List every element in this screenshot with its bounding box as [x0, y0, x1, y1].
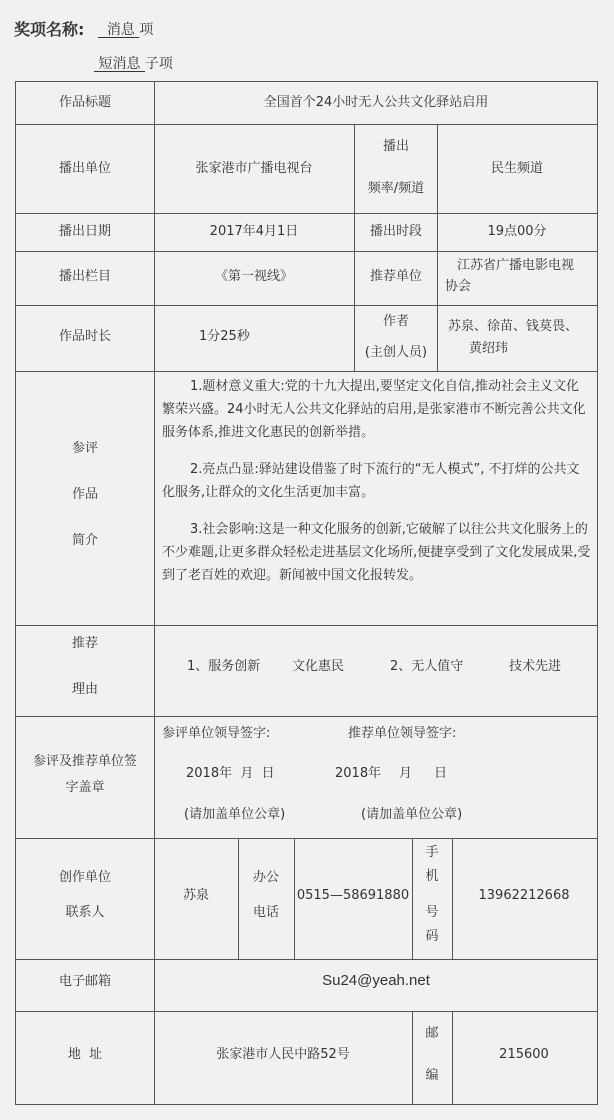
author-label-line1: 作者: [382, 314, 410, 329]
time-slot-label: 播出时段: [369, 224, 423, 239]
recommender-value-line2: 协会: [445, 279, 472, 294]
author-value-line2: 黄绍玮: [469, 341, 509, 356]
contact-label-line2: 联系人: [65, 905, 105, 920]
signature-label-line1: 参评及推荐单位签: [32, 754, 138, 769]
mobile-label-char-1: 手: [425, 845, 439, 860]
broadcaster-label: 播出单位: [58, 161, 112, 176]
evaluator-signature-date: 2018年 月 日: [186, 766, 275, 781]
mobile-label-char-4: 码: [425, 929, 439, 944]
office-phone-value: 0515—58691880: [296, 888, 410, 903]
award-suffix: 项: [139, 22, 154, 38]
reason-label-line2: 理由: [71, 682, 99, 697]
award-value-line: [98, 19, 153, 39]
recommender-date-month: 月: [399, 766, 413, 781]
address-label: 地 址: [67, 1047, 103, 1062]
author-value-line1: 苏泉、徐苗、钱莫畏、: [448, 319, 579, 334]
duration-value: 1分25秒: [199, 329, 250, 344]
evaluator-signature-title: 参评单位领导签字:: [162, 726, 271, 741]
award-label: 奖项名称:: [14, 20, 85, 39]
reason-item-3: 2、无人值守: [390, 659, 464, 674]
recommender-date-day: 日: [434, 766, 448, 781]
summary-paragraph-1: 1.题材意义重大:党的十九大提出,要坚定文化自信,推动社会主义文化繁荣兴盛。24小时无人公共文化驿站的启用,是张家港市不断完善公共文化服务体系,推进文化惠民的创新举措。: [162, 379, 586, 440]
program-column-value: 《第一视线》: [214, 269, 294, 284]
duration-label: 作品时长: [58, 329, 112, 344]
mobile-label-char-3: 号: [425, 905, 439, 920]
mobile-label-char-2: 机: [425, 869, 439, 884]
office-phone-label-line2: 电话: [252, 905, 280, 920]
recommender-value-line1: 江苏省广播电影电视: [457, 258, 575, 273]
summary-text: [162, 375, 592, 587]
email-value: Su24@yeah.net: [322, 972, 430, 989]
program-column-label: 播出栏目: [58, 269, 112, 284]
summary-paragraph-2: 2.亮点凸显:驿站建设借鉴了时下流行的“无人模式”, 不打烊的公共文化服务,让群众的文化生活更加丰富。: [162, 462, 580, 500]
date-label: 播出日期: [58, 224, 112, 239]
address-value: 张家港市人民中路52号: [216, 1047, 350, 1062]
summary-paragraph-3: 3.社会影响:这是一种文化服务的创新,它破解了以往公共文化服务上的不少难题,让更多群众轻松走进基层文化场所,便捷享受到了文化发展成果,受到了老百姓的欢迎。新闻被中国文化报转发。: [162, 522, 591, 583]
sub-award-line: [94, 53, 173, 73]
recommender-label: 推荐单位: [369, 269, 423, 284]
summary-label-line1: 参评: [71, 441, 99, 456]
reason-item-2: 文化惠民: [292, 659, 345, 674]
signature-label-line2: 字盖章: [65, 780, 105, 795]
postcode-value: 215600: [499, 1047, 549, 1062]
date-value: 2017年4月1日: [209, 224, 299, 239]
contact-name: 苏泉: [182, 888, 210, 903]
frequency-value: 民生频道: [490, 161, 544, 176]
reason-item-4: 技术先进: [509, 659, 562, 674]
frequency-label-line2: 频率/频道: [367, 181, 425, 196]
summary-label-line3: 简介: [71, 533, 99, 548]
sub-award-value: 短消息: [98, 56, 141, 72]
author-label-line2: (主创人员): [364, 345, 428, 360]
time-slot-value: 19点00分: [487, 224, 547, 239]
office-phone-label-line1: 办公: [252, 870, 280, 885]
reason-label-line1: 推荐: [71, 636, 99, 651]
frequency-label-line1: 播出: [382, 139, 410, 154]
email-label: 电子邮箱: [58, 974, 112, 989]
summary-label-line2: 作品: [71, 487, 99, 502]
broadcaster-value: 张家港市广播电视台: [195, 161, 313, 176]
recommender-seal-note: (请加盖单位公章): [361, 807, 463, 822]
sub-award-suffix: 子项: [144, 56, 173, 72]
reason-item-1: 1、服务创新: [187, 659, 261, 674]
award-value: 消息: [106, 22, 135, 38]
title-value: 全国首个24小时无人公共文化驿站启用: [263, 95, 489, 110]
recommender-date-year: 2018年: [335, 766, 382, 781]
postcode-label-line2: 编: [425, 1068, 439, 1083]
contact-label-line1: 创作单位: [58, 870, 112, 885]
mobile-phone-value: 13962212668: [478, 888, 570, 903]
title-label: 作品标题: [58, 95, 112, 110]
evaluator-seal-note: (请加盖单位公章): [184, 807, 286, 822]
recommender-signature-title: 推荐单位领导签字:: [348, 726, 457, 741]
postcode-label-line1: 邮: [425, 1026, 439, 1041]
